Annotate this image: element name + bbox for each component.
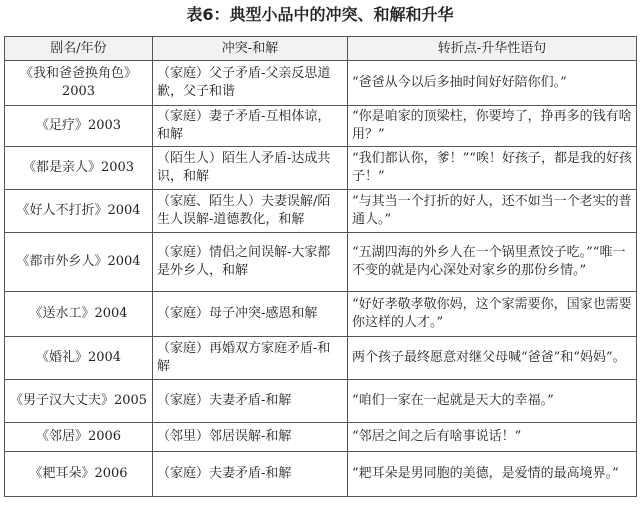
skit-table — [4, 36, 637, 497]
header-quote: 转折点-升华性语句 — [348, 37, 637, 61]
table-row — [5, 233, 637, 292]
row-name: 《都市外乡人》2004 — [5, 233, 153, 292]
row-name: 《我和爸爸换角色》2003 — [5, 61, 153, 106]
row-quote: “我们都认你，爹！”“唉！好孩子，都是我的好孩子！” — [348, 147, 637, 190]
header-name: 剧名/年份 — [5, 37, 153, 61]
row-conflict: （家庭）夫妻矛盾-和解 — [153, 452, 348, 497]
row-name: 《男子汉大丈夫》2005 — [5, 380, 153, 423]
row-name: 《送水工》2004 — [5, 292, 153, 337]
table-row — [5, 380, 637, 423]
row-conflict: （家庭）妻子矛盾-互相体谅，和解 — [153, 106, 348, 147]
row-quote: “与其当一个打折的好人，还不如当一个老实的普通人。” — [348, 190, 637, 233]
row-conflict: （家庭）母子冲突-感恩和解 — [153, 292, 348, 337]
row-conflict: （家庭、陌生人）夫妻误解/陌生人误解-道德教化，和解 — [153, 190, 348, 233]
row-conflict: （家庭）再婚双方家庭矛盾-和解 — [153, 337, 348, 380]
row-name: 《足疗》2003 — [5, 106, 153, 147]
row-name: 《都是亲人》2003 — [5, 147, 153, 190]
row-conflict: （家庭）父子矛盾-父亲反思道歉，父子和谐 — [153, 61, 348, 106]
row-conflict: （邻里）邻居误解-和解 — [153, 423, 348, 452]
table-row — [5, 337, 637, 380]
row-quote: “爸爸从今以后多抽时间好好陪你们。” — [348, 61, 637, 106]
row-quote: “咱们一家在一起就是天大的幸福。” — [348, 380, 637, 423]
row-quote: “五湖四海的外乡人在一个锅里煮饺子吃。”“唯一不变的就是内心深处对家乡的那份乡情。” — [348, 233, 637, 292]
row-conflict: （陌生人）陌生人矛盾-达成共识，和解 — [153, 147, 348, 190]
row-quote: “你是咱家的顶梁柱，你要垮了，挣再多的钱有啥用？” — [348, 106, 637, 147]
row-quote: 两个孩子最终愿意对继父母喊“爸爸”和“妈妈”。 — [348, 337, 637, 380]
row-quote: “耙耳朵是男同胞的美德，是爱情的最高境界。” — [348, 452, 637, 497]
table-row — [5, 147, 637, 190]
row-name: 《耙耳朵》2006 — [5, 452, 153, 497]
row-name: 《邻居》2006 — [5, 423, 153, 452]
header-row — [5, 37, 637, 61]
table-row — [5, 423, 637, 452]
row-name: 《婚礼》2004 — [5, 337, 153, 380]
header-conflict: 冲突-和解 — [153, 37, 348, 61]
table-row — [5, 190, 637, 233]
row-conflict: （家庭）情侣之间误解-大家都是外乡人，和解 — [153, 233, 348, 292]
table-row — [5, 292, 637, 337]
table-title: 表6：典型小品中的冲突、和解和升华 — [186, 5, 454, 24]
row-quote: “好好孝敬孝敬你妈，这个家需要你，国家也需要你这样的人才。” — [348, 292, 637, 337]
table-row — [5, 106, 637, 147]
row-quote: “邻居之间之后有啥事说话！” — [348, 423, 637, 452]
table-row — [5, 61, 637, 106]
table-row — [5, 452, 637, 497]
row-name: 《好人不打折》2004 — [5, 190, 153, 233]
row-conflict: （家庭）夫妻矛盾-和解 — [153, 380, 348, 423]
